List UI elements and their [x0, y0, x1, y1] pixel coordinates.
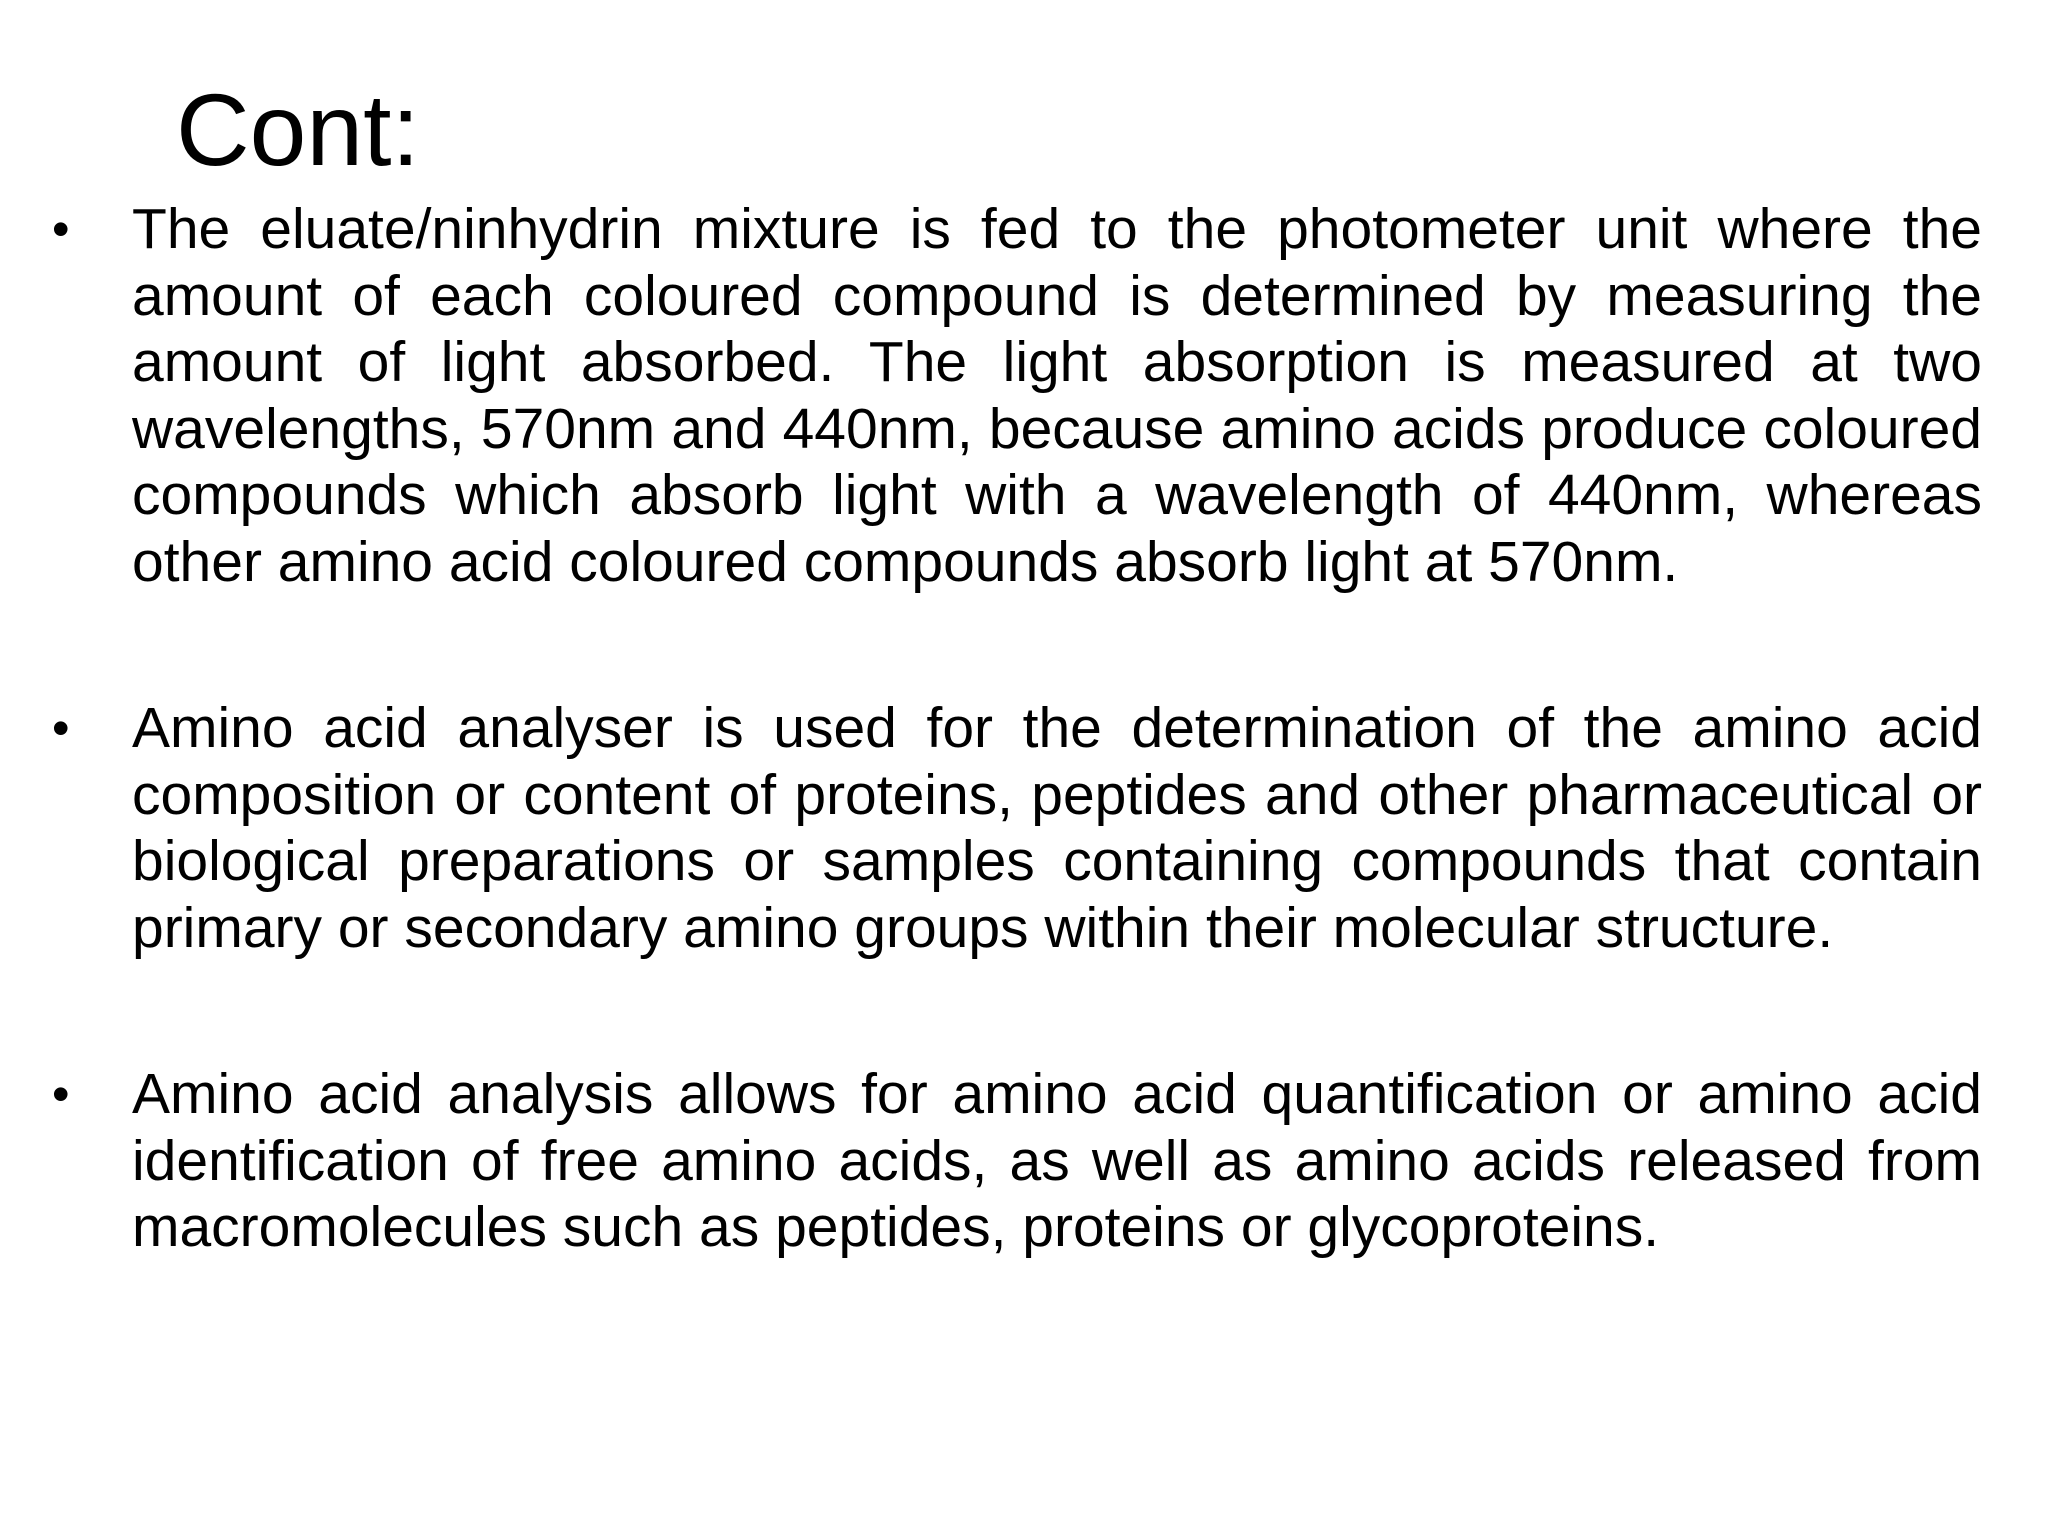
bullet-item [52, 695, 1982, 961]
bullet-text: Amino acid analyser is used for the determination of the amino acid composition or content of proteins, peptides and other pharmaceutical or biological preparations or samples containing compounds that contain primary or secondary amino groups within their molecular structure. [132, 696, 1982, 960]
slide-title: Cont: [176, 73, 420, 187]
bullet-text: Amino acid analysis allows for amino acid quantification or amino acid identification of free amino acids, as well as amino acids released from macromolecules such as peptides, proteins or glycoproteins. [132, 1062, 1982, 1259]
bullet-dot-icon: • [52, 1066, 70, 1122]
bullet-item [52, 196, 1982, 595]
bullet-text: The eluate/ninhydrin mixture is fed to the photometer unit where the amount of each coloured compound is determined by measuring the amount of light absorbed. The light absorption is measured at two wavelengths, 570nm and 440nm, because amino acids produce coloured compounds which absorb light with a wavelength of 440nm, whereas other amino acid coloured compounds absorb light at 570nm. [132, 197, 1982, 594]
bullet-list [52, 196, 1982, 1261]
bullet-item [52, 1061, 1982, 1261]
bullet-dot-icon: • [52, 700, 70, 756]
bullet-dot-icon: • [52, 201, 70, 257]
